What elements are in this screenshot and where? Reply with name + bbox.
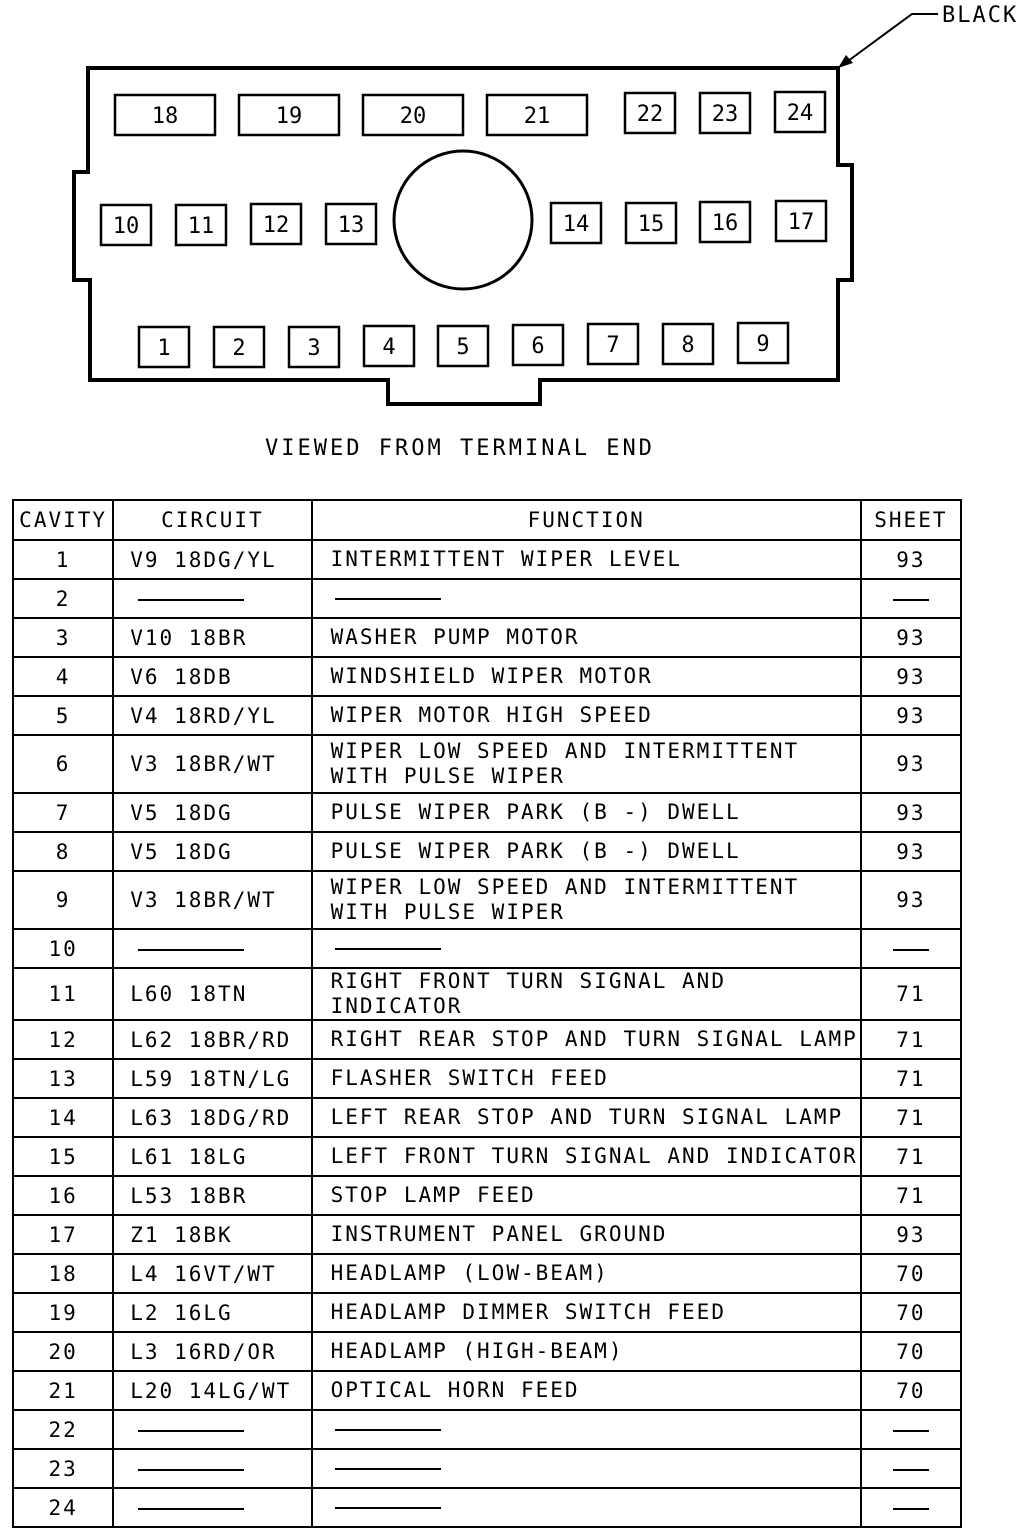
empty-dash	[335, 1507, 441, 1509]
cavity-cell: 13	[13, 1059, 113, 1098]
table-row	[13, 1059, 961, 1098]
table-row	[13, 1020, 961, 1059]
cavity-cell: 18	[13, 1254, 113, 1293]
table-row	[13, 968, 961, 1020]
cavity-cell: 19	[13, 1293, 113, 1332]
table-row	[13, 832, 961, 871]
sheet-cell: 70	[861, 1332, 961, 1371]
function-cell: LEFT FRONT TURN SIGNAL AND INDICATOR	[312, 1137, 861, 1176]
sheet-cell	[861, 1410, 961, 1449]
empty-dash	[893, 1430, 929, 1432]
cavity-cell: 21	[13, 1371, 113, 1410]
cavity-21-label: 21	[523, 104, 551, 129]
circuit-cell	[113, 1488, 311, 1527]
cavity-cell: 4	[13, 657, 113, 696]
circuit-cell	[113, 579, 311, 618]
circuit-cell: L20 14LG/WT	[113, 1371, 311, 1410]
header-function: FUNCTION	[312, 500, 861, 540]
sheet-cell	[861, 579, 961, 618]
circuit-cell: V4 18RD/YL	[113, 696, 311, 735]
circuit-cell: L60 18TN	[113, 968, 311, 1020]
sheet-cell: 71	[861, 1176, 961, 1215]
cavity-cell: 6	[13, 735, 113, 793]
empty-dash	[335, 1468, 441, 1470]
function-cell: INTERMITTENT WIPER LEVEL	[312, 540, 861, 579]
function-cell	[312, 579, 861, 618]
sheet-cell: 93	[861, 832, 961, 871]
circuit-cell: V5 18DG	[113, 832, 311, 871]
table-row	[13, 618, 961, 657]
table-row	[13, 1137, 961, 1176]
table-row	[13, 540, 961, 579]
function-cell: WASHER PUMP MOTOR	[312, 618, 861, 657]
cavity-cell: 3	[13, 618, 113, 657]
circuit-cell: V3 18BR/WT	[113, 735, 311, 793]
cavity-cell: 10	[13, 929, 113, 968]
cavity-cell: 23	[13, 1449, 113, 1488]
table-row	[13, 1176, 961, 1215]
empty-dash	[138, 1430, 244, 1432]
cavities-top-row	[115, 92, 825, 135]
cavity-12-label: 12	[262, 213, 290, 238]
cavity-cell: 2	[13, 579, 113, 618]
cavity-18-label: 18	[151, 104, 179, 129]
connector-color-label: BLACK	[942, 3, 1019, 28]
function-cell: OPTICAL HORN FEED	[312, 1371, 861, 1410]
cavity-cell: 11	[13, 968, 113, 1020]
function-cell	[312, 1488, 861, 1527]
table-row	[13, 735, 961, 793]
cavity-cell: 20	[13, 1332, 113, 1371]
function-cell: HEADLAMP (LOW-BEAM)	[312, 1254, 861, 1293]
table-row	[13, 1215, 961, 1254]
table-row	[13, 1254, 961, 1293]
circuit-cell: L59 18TN/LG	[113, 1059, 311, 1098]
sheet-cell: 70	[861, 1254, 961, 1293]
function-cell: WIPER LOW SPEED AND INTERMITTENT WITH PULSE WIPER	[312, 871, 861, 929]
sheet-cell: 71	[861, 968, 961, 1020]
cavity-cell: 7	[13, 793, 113, 832]
function-cell: WIPER MOTOR HIGH SPEED	[312, 696, 861, 735]
table-row	[13, 696, 961, 735]
table-row	[13, 1410, 961, 1449]
sheet-cell: 70	[861, 1293, 961, 1332]
sheet-cell: 93	[861, 696, 961, 735]
empty-dash	[893, 1508, 929, 1510]
cavity-5-label: 5	[456, 335, 470, 360]
sheet-cell: 93	[861, 657, 961, 696]
sheet-cell	[861, 929, 961, 968]
cavity-cell: 1	[13, 540, 113, 579]
circuit-cell: V6 18DB	[113, 657, 311, 696]
sheet-cell: 93	[861, 540, 961, 579]
cavity-15-label: 15	[637, 212, 665, 237]
sheet-cell: 71	[861, 1020, 961, 1059]
table-row	[13, 793, 961, 832]
cavity-13-label: 13	[337, 213, 365, 238]
function-cell: STOP LAMP FEED	[312, 1176, 861, 1215]
cavity-14-label: 14	[562, 212, 590, 237]
empty-dash	[335, 948, 441, 950]
function-cell	[312, 929, 861, 968]
center-key-circle	[394, 151, 532, 289]
cavity-20-label: 20	[399, 104, 427, 129]
cavities-bottom-row	[139, 323, 788, 367]
cavity-cell: 12	[13, 1020, 113, 1059]
cavity-4-label: 4	[382, 335, 396, 360]
circuit-cell	[113, 1410, 311, 1449]
pinout-table	[12, 499, 962, 1528]
empty-dash	[335, 598, 441, 600]
circuit-cell	[113, 929, 311, 968]
sheet-cell: 70	[861, 1371, 961, 1410]
sheet-cell: 93	[861, 793, 961, 832]
cavity-11-label: 11	[187, 214, 215, 239]
cavity-cell: 9	[13, 871, 113, 929]
cavity-2-label: 2	[232, 336, 246, 361]
function-cell	[312, 1410, 861, 1449]
circuit-cell: L61 18LG	[113, 1137, 311, 1176]
cavity-17-label: 17	[787, 210, 815, 235]
empty-dash	[893, 1469, 929, 1471]
cavity-cell: 16	[13, 1176, 113, 1215]
empty-dash	[138, 1508, 244, 1510]
function-cell: WINDSHIELD WIPER MOTOR	[312, 657, 861, 696]
cavity-6-label: 6	[531, 334, 545, 359]
color-label-leader	[844, 14, 938, 64]
empty-dash	[138, 949, 244, 951]
cavity-cell: 5	[13, 696, 113, 735]
header-cavity: CAVITY	[13, 500, 113, 540]
empty-dash	[138, 599, 244, 601]
table-row	[13, 1449, 961, 1488]
cavity-cell: 22	[13, 1410, 113, 1449]
table-row	[13, 1371, 961, 1410]
function-cell: PULSE WIPER PARK (B -) DWELL	[312, 832, 861, 871]
cavity-9-label: 9	[756, 332, 770, 357]
sheet-cell: 93	[861, 618, 961, 657]
cavity-cell: 15	[13, 1137, 113, 1176]
cavity-1-label: 1	[157, 336, 171, 361]
sheet-cell: 71	[861, 1137, 961, 1176]
empty-dash	[335, 1429, 441, 1431]
function-cell: FLASHER SWITCH FEED	[312, 1059, 861, 1098]
cavity-7-label: 7	[606, 333, 620, 358]
sheet-cell	[861, 1449, 961, 1488]
table-row	[13, 1098, 961, 1137]
function-cell: HEADLAMP DIMMER SWITCH FEED	[312, 1293, 861, 1332]
circuit-cell: V10 18BR	[113, 618, 311, 657]
cavity-3-label: 3	[307, 336, 321, 361]
function-cell: RIGHT REAR STOP AND TURN SIGNAL LAMP	[312, 1020, 861, 1059]
sheet-cell	[861, 1488, 961, 1527]
cavity-22-label: 22	[636, 102, 664, 127]
empty-dash	[893, 599, 929, 601]
circuit-cell: L2 16LG	[113, 1293, 311, 1332]
cavity-cell: 17	[13, 1215, 113, 1254]
function-cell: LEFT REAR STOP AND TURN SIGNAL LAMP	[312, 1098, 861, 1137]
sheet-cell: 93	[861, 735, 961, 793]
cavity-cell: 14	[13, 1098, 113, 1137]
table-row	[13, 871, 961, 929]
cavity-10-label: 10	[112, 214, 140, 239]
empty-dash	[138, 1469, 244, 1471]
cavity-16-label: 16	[711, 211, 739, 236]
empty-dash	[893, 949, 929, 951]
circuit-cell: V3 18BR/WT	[113, 871, 311, 929]
cavity-23-label: 23	[711, 102, 739, 127]
cavity-cell: 8	[13, 832, 113, 871]
header-sheet: SHEET	[861, 500, 961, 540]
circuit-cell: L53 18BR	[113, 1176, 311, 1215]
sheet-cell: 71	[861, 1098, 961, 1137]
cavities-middle-row	[101, 201, 826, 245]
function-cell: RIGHT FRONT TURN SIGNAL AND INDICATOR	[312, 968, 861, 1020]
table-row	[13, 657, 961, 696]
cavity-19-label: 19	[275, 104, 303, 129]
table-body	[13, 540, 961, 1527]
table-row	[13, 579, 961, 618]
function-cell: HEADLAMP (HIGH-BEAM)	[312, 1332, 861, 1371]
cavity-24-label: 24	[786, 101, 814, 126]
function-cell: WIPER LOW SPEED AND INTERMITTENT WITH PULSE WIPER	[312, 735, 861, 793]
circuit-cell: Z1 18BK	[113, 1215, 311, 1254]
table-row	[13, 1293, 961, 1332]
connector-diagram	[0, 0, 1024, 430]
circuit-cell: V9 18DG/YL	[113, 540, 311, 579]
cavity-cell: 24	[13, 1488, 113, 1527]
circuit-cell: L63 18DG/RD	[113, 1098, 311, 1137]
cavity-8-label: 8	[681, 333, 695, 358]
leader-arrowhead	[838, 55, 853, 68]
sheet-cell: 71	[861, 1059, 961, 1098]
diagram-caption: VIEWED FROM TERMINAL END	[265, 436, 655, 461]
circuit-cell	[113, 1449, 311, 1488]
table-row	[13, 1488, 961, 1527]
function-cell	[312, 1449, 861, 1488]
sheet-cell: 93	[861, 1215, 961, 1254]
table-row	[13, 929, 961, 968]
function-cell: PULSE WIPER PARK (B -) DWELL	[312, 793, 861, 832]
table-header-row	[13, 500, 961, 540]
circuit-cell: V5 18DG	[113, 793, 311, 832]
sheet-cell: 93	[861, 871, 961, 929]
table-row	[13, 1332, 961, 1371]
circuit-cell: L4 16VT/WT	[113, 1254, 311, 1293]
circuit-cell: L3 16RD/OR	[113, 1332, 311, 1371]
function-cell: INSTRUMENT PANEL GROUND	[312, 1215, 861, 1254]
circuit-cell: L62 18BR/RD	[113, 1020, 311, 1059]
header-circuit: CIRCUIT	[113, 500, 311, 540]
